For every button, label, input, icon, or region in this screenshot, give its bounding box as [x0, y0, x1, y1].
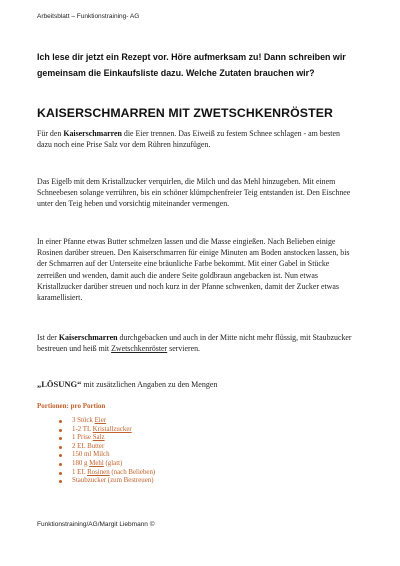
ingredient-qty: 1 Prise [72, 434, 93, 442]
ingredient-link-mehl[interactable]: Mehl [89, 459, 104, 467]
p1-text-end: die Eier trennen. Das Eiweiß zu festem Schnee schlagen - am besten dazu noch eine Prise Salz vor dem Rühren hinzufügen. [37, 129, 340, 150]
p1-bold-kaiserschmarren: Kaiserschmarren [63, 129, 122, 138]
list-item [56, 469, 155, 478]
ingredient-list [56, 417, 155, 486]
page-header: Arbeitsblatt – Funktionstraining- AG [37, 13, 140, 20]
solution-label: „LÖSUNG“ [37, 379, 82, 389]
ingredient-qty: 150 ml [72, 451, 94, 459]
ingredient-link-rosinen[interactable]: Rosinen [87, 468, 110, 476]
ingredient-link-salz[interactable]: Salz [92, 434, 105, 442]
p1-text-start: Für den [37, 129, 64, 138]
solution-heading [37, 379, 217, 389]
ingredient-qty: 1-2 TL [72, 425, 93, 433]
zwetschkenroester-link[interactable]: Zwetschkenröster [111, 344, 168, 354]
ingredient-name-milch: Milch [93, 451, 110, 459]
page-footer: Funktionstraining/AG/Margit Liebmann © [37, 521, 155, 528]
portions-heading: Portionen: pro Portion [37, 402, 106, 410]
ingredient-note: (zum Bestreuen) [106, 477, 154, 485]
recipe-title: KAISERSCHMARREN MIT ZWETSCHKENRÖSTER [37, 106, 333, 120]
ingredient-link-eier[interactable]: Eier [94, 417, 107, 424]
list-item [56, 477, 155, 486]
ingredient-note: (glatt) [103, 459, 123, 467]
ingredient-note: (nach Belieben) [109, 468, 156, 476]
p4-text-start: Ist der [37, 333, 59, 342]
recipe-paragraph-3: In einer Pfanne etwas Butter schmelzen lassen und die Masse eingießen. Nach Belieben einige Rosinen darüber streuen. Den Kaiserschmarren für einige Minuten am Boden anstocken lassen, bis der Schmarren auf der Unterseite eine bräunliche Farbe bekommt. Mit einer Gabel in Stücke zerreißen und wenden, damit auch die andere Seite goldbraun angebacken ist. Nun etwas Kristallzucker darüber streuen und noch kurz in der Pfanne schwenken, damit der Zucker etwas karamellisiert. [37, 237, 350, 303]
ingredient-link-kristallzucker[interactable]: Kristallzucker [92, 425, 132, 433]
recipe-paragraph-2: Das Eigelb mit dem Kristallzucker verquirlen, die Milch und das Mehl hinzugeben. Mit einem Schneebesen solange verrühren, bis ein schöner klümpchenfreier Teig entstanden ist. Den Eischnee unter den Teig heben und vorsichtig miteinander vermengen. [37, 177, 351, 209]
solution-text: mit zusätzlichen Angaben zu den Mengen [81, 380, 218, 389]
list-item [56, 426, 155, 435]
ingredient-qty: 2 EL [72, 442, 88, 450]
list-item [56, 451, 155, 460]
list-item [56, 434, 155, 443]
p4-text-end: servieren. [167, 344, 201, 354]
p4-text-middle: durchgebacken und auch in der Mitte nicht mehr flüssig, mit Staubzucker bestreuen und heiß mit [37, 333, 352, 354]
intro-instructions: Ich lese dir jetzt ein Rezept vor. Höre aufmerksam zu! Dann schreiben wir gemeinsam die Einkaufsliste dazu. Welche Zutaten brauchen wir? [37, 52, 346, 78]
list-item [56, 443, 155, 452]
list-item [56, 460, 155, 469]
ingredient-name-butter: Butter [87, 442, 105, 450]
p4-bold-kaiserschmarren: Kaiserschmarren [58, 333, 118, 342]
list-item [56, 417, 155, 426]
ingredient-name-staubzucker: Staubzucker [72, 477, 107, 485]
recipe-paragraph-4 [37, 332, 355, 354]
recipe-paragraph-1 [37, 128, 355, 150]
ingredient-qty: 3 Stück [72, 417, 95, 424]
ingredient-qty: 180 g [72, 459, 90, 467]
ingredient-qty: 1 EL [72, 468, 88, 476]
